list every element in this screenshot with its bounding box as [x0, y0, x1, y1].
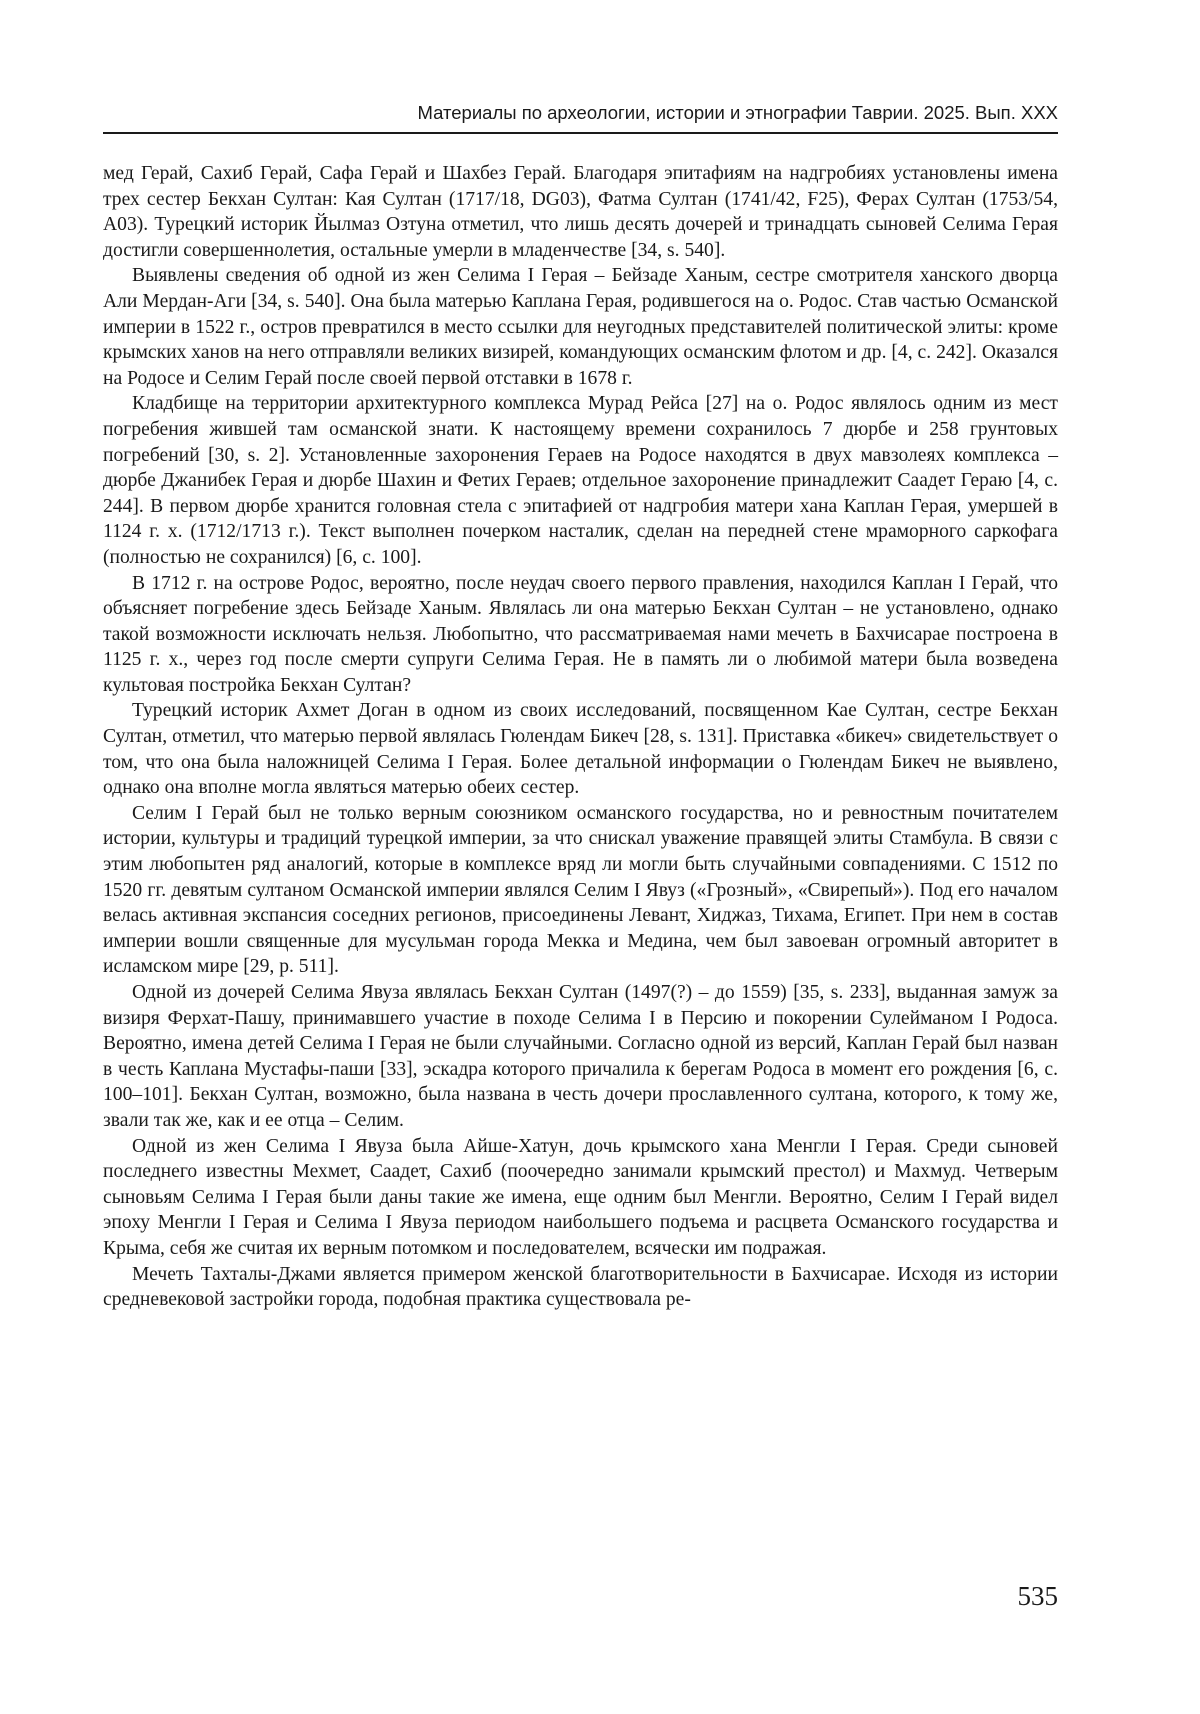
paragraph-7: Одной из дочерей Селима Явуза являлась Бекхан Султан (1497(?) – до 1559) [35, s. 233], выданная замуж за визиря Ферхат-Пашу, принимавшего участие в походе Селима I в Персию и покорении Сулейманом I Родоса. Вероятно, имена детей Селима I Герая не были случайными. Согласно одной из версий, Каплан Герай был назван в честь Каплана Мустафы-паши [33], эскадра которого причалила к берегам Родоса в момент его рождения [6, с. 100–101]. Бекхан Султан, возможно, была названа в честь дочери прославленного султана, которого, к тому же, звали так же, как и ее отца – Селим.	[103, 982, 1058, 1131]
paragraph-5: Турецкий историк Ахмет Доган в одном из своих исследований, посвященном Кае Султан, сестре Бекхан Султан, отметил, что матерью первой являлась Гюлендам Бикеч [28, s. 131]. Приставка «бикеч» свидетельствует о том, что она была наложницей Селима I Герая. Более детальной информации о Гюлендам Бикеч не выявлено, однако она вполне могла являться матерью обеих сестер.	[103, 700, 1058, 799]
paragraph-8: Одной из жен Селима I Явуза была Айше-Хатун, дочь крымского хана Менгли I Герая. Среди сыновей последнего известны Мехмет, Саадет, Сахиб (поочередно занимали крымский престол) и Махмуд. Четверым сыновьям Селима I Герая были даны такие же имена, еще одним был Менгли. Вероятно, Селим I Герай видел эпоху Менгли I Герая и Селима I Явуза периодом наибольшего подъема и расцвета Османского государства и Крыма, себя же считая их верным потомком и последователем, всячески им подражая.	[103, 1135, 1058, 1259]
article-body	[103, 161, 1058, 1313]
paragraph-4: В 1712 г. на острове Родос, вероятно, после неудач своего первого правления, находился Каплан I Герай, что объясняет погребение здесь Бейзаде Ханым. Являлась ли она матерью Бекхан Султан – не установлено, однако такой возможности исключать нельзя. Любопытно, что рассматриваемая нами мечеть в Бахчисарае построена в 1125 г. х., через год после смерти супруги Селима Герая. Не в память ли о любимой матери была возведена культовая постройка Бекхан Султан?	[103, 572, 1058, 696]
paragraph-6: Селим I Герай был не только верным союзником османского государства, но и ревностным почитателем истории, культуры и традиций турецкой империи, за что снискал уважение правящей элиты Стамбула. В связи с этим любопытен ряд аналогий, которые в комплексе вряд ли могли быть случайными совпадениями. С 1512 по 1520 гг. девятым султаном Османской империи являлся Селим I Явуз («Грозный», «Свирепый»). Под его началом велась активная экспансия соседних регионов, присоединены Левант, Хиджаз, Тихама, Египет. При нем в состав империи вошли священные для мусульман города Мекка и Медина, чем был завоеван огромный авторитет в исламском мире [29, p. 511].	[103, 802, 1058, 978]
page-number: 535	[1017, 1581, 1058, 1611]
running-header: Материалы по археологии, истории и этнографии Таврии. 2025. Вып. XXX	[103, 101, 1058, 134]
paragraph-1: мед Герай, Сахиб Герай, Сафа Герай и Шахбез Герай. Благодаря эпитафиям на надгробиях установлены имена трех сестер Бекхан Султан: Кая Султан (1717/18, DG03), Фатма Султан (1741/42, F25), Ферах Султан (1753/54, A03). Турецкий историк Йылмаз Озтуна отметил, что лишь десять дочерей и тринадцать сыновей Селима Герая достигли совершеннолетия, остальные умерли в младенчестве [34, s. 540].	[103, 163, 1058, 261]
paragraph-9: Мечеть Тахталы-Джами является примером женской благотворительности в Бахчисарае. Исходя из истории средневековой застройки города, подобная практика существовала ре-	[103, 1263, 1058, 1311]
paragraph-3: Кладбище на территории архитектурного комплекса Мурад Рейса [27] на о. Родос являлось одним из мест погребения жившей там османской знати. К настоящему времени сохранилось 7 дюрбе и 258 грунтовых погребений [30, s. 2]. Установленные захоронения Гераев на Родосе находятся в двух мавзолеях комплекса – дюрбе Джанибек Герая и дюрбе Шахин и Фетих Гераев; отдельное захоронение принадлежит Саадет Гераю [4, с. 244]. В первом дюрбе хранится головная стела с эпитафией от надгробия матери хана Каплан Герая, умершей в 1124 г. х. (1712/1713 г.). Текст выполнен почерком насталик, сделан на передней стене мраморного саркофага (полностью не сохранился) [6, с. 100].	[103, 393, 1058, 568]
paragraph-2: Выявлены сведения об одной из жен Селима I Герая – Бейзаде Ханым, сестре смотрителя ханского дворца Али Мердан-Аги [34, s. 540]. Она была матерью Каплана Герая, родившегося на о. Родос. Став частью Османской империи в 1522 г., остров превратился в место ссылки для неугодных представителей политической элиты: кроме крымских ханов на него отправляли великих визирей, командующих османским флотом и др. [4, с. 242]. Оказался на Родосе и Селим Герай после своей первой отставки в 1678 г.	[103, 265, 1058, 389]
